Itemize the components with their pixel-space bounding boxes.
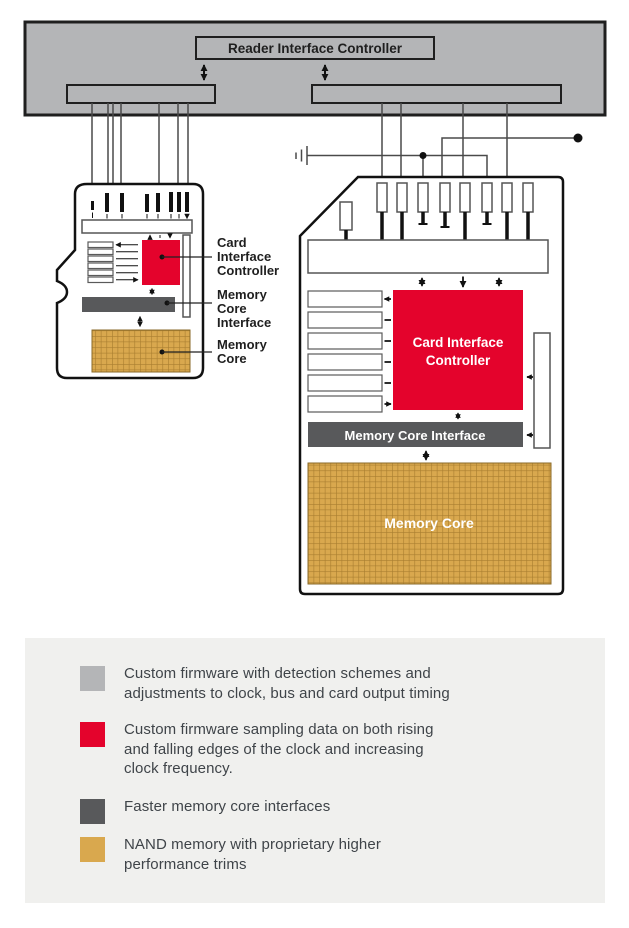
legend-text [124,720,564,779]
junction-dot [420,152,427,159]
reader-banner [25,22,605,115]
terminal-dot [574,134,583,143]
legend-line: and falling edges of the clock and increasing [124,740,424,758]
legend-line: Custom firmware with detection schemes and [124,665,431,682]
dark-gray-swatch [80,799,105,824]
legend-line: clock frequency. [124,760,233,777]
red-swatch [80,722,105,747]
microsd-memory-core [92,330,190,372]
microsd-memory-core-interface [82,297,175,312]
legend-line: NAND memory with proprietary higher [124,836,381,853]
ground-icon [296,146,307,165]
callout-mc-line1: Memory [217,337,267,352]
legend-text [124,664,564,703]
sd-side-bus [534,333,550,448]
callout-mci-line3: Interface [217,315,272,330]
sd-cic-line2: Controller [425,353,491,368]
callout-cic-line3: Controller [217,263,280,278]
callout-cic-line1: Card [217,235,247,250]
sd-card-interface-controller [393,290,523,410]
reader-interface-controller-title: Reader Interface Controller [227,41,403,56]
microsd-side-bus [183,235,190,317]
host-connector-right [312,85,561,103]
sd-card [300,177,563,594]
callout-cic-line2: Interface [217,249,272,264]
ground-wire [307,156,487,179]
sd-memory-core-label: Memory Core [384,515,474,531]
sd-mci-label: Memory Core Interface [344,428,486,443]
legend-line: Faster memory core interfaces [124,798,331,815]
gold-swatch [80,837,105,862]
legend-text [124,835,564,874]
callout-mc-line2: Core [217,351,247,366]
legend-line: Custom firmware sampling data on both rising [124,721,434,738]
legend-panel [25,638,605,903]
microsd-io-bus [82,220,192,233]
microsd-card [57,184,203,378]
legend-line: performance trims [124,855,247,873]
callout-mci-line1: Memory [217,287,267,302]
sd-cic-line1: Card Interface [412,335,504,350]
gray-swatch [80,666,105,691]
sd-io-bus [308,240,548,273]
host-connector-left [67,85,215,103]
callout-mci-line2: Core [217,301,247,316]
microsd-card-interface-controller [142,240,180,285]
legend-text [124,797,564,817]
legend-line: adjustments to clock, bus and card output timing [124,684,450,702]
